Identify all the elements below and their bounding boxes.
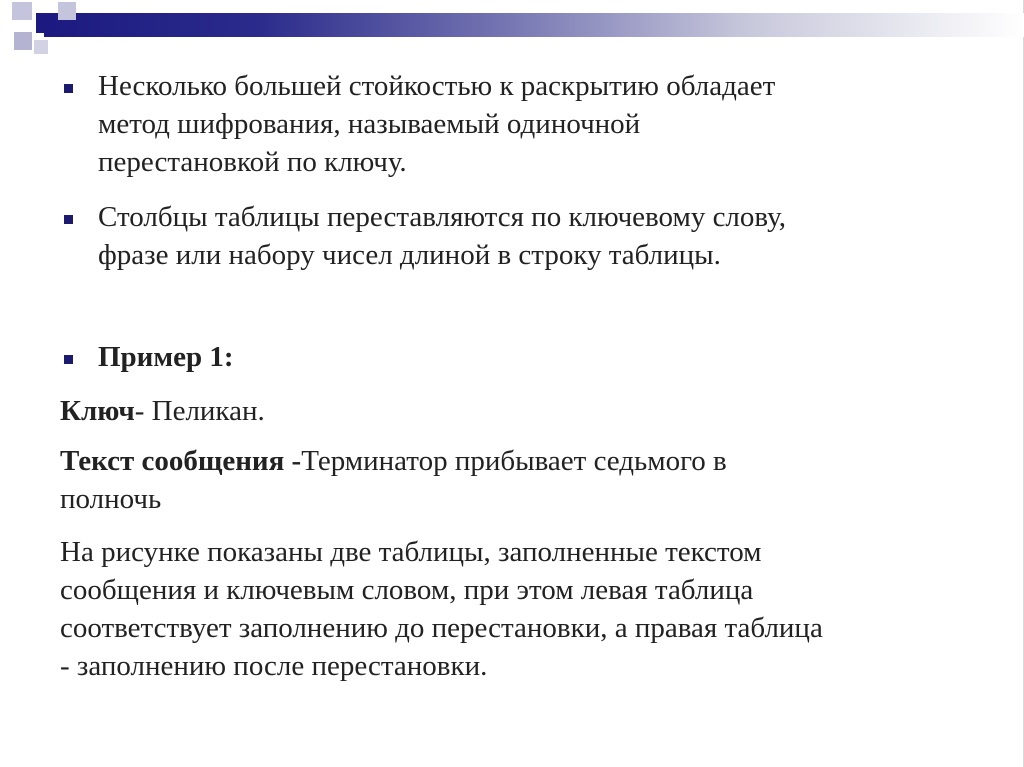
bullet-1-text xyxy=(98,67,775,181)
message-text xyxy=(60,442,727,518)
deco-square-light-4 xyxy=(34,40,48,54)
message-line-2: полночь xyxy=(60,483,162,515)
deco-square-light-3 xyxy=(14,32,32,50)
description-line-2: сообщения и ключевым словом, при этом левая таблица xyxy=(60,574,754,606)
key-line xyxy=(60,392,265,430)
description-line-1: На рисунке показаны две таблицы, заполненные текстом xyxy=(60,536,762,568)
example-heading: Пример 1: xyxy=(98,341,234,373)
message-value: Терминатор прибывает седьмого в xyxy=(301,445,727,477)
key-label: Ключ xyxy=(60,395,135,427)
deco-square-dark-1 xyxy=(36,13,56,33)
bullet-square-icon xyxy=(64,215,73,224)
bullet-2-text xyxy=(98,198,786,274)
header-band xyxy=(44,13,1024,37)
bullet-square-icon xyxy=(64,84,73,93)
description-paragraph xyxy=(60,533,823,685)
message-line-1 xyxy=(60,442,727,480)
deco-square-light-2 xyxy=(58,2,76,20)
bullet-1-line-1: Несколько большей стойкостью к раскрытию обладает xyxy=(98,70,776,102)
bullet-square-icon xyxy=(64,355,73,364)
bullet-1-line-3: перестановкой по ключу. xyxy=(98,146,407,178)
description-line-4: - заполнению после перестановки. xyxy=(60,650,488,682)
deco-square-light-1 xyxy=(12,2,32,20)
bullet-1-line-2: метод шифрования, называемый одиночной xyxy=(98,108,641,140)
key-value: - Пеликан. xyxy=(134,395,265,427)
bullet-2-line-1: Столбцы таблицы переставляются по ключевому слову, xyxy=(98,201,786,233)
bullet-2-line-2: фразе или набору чисел длиной в строку таблицы. xyxy=(98,239,721,271)
message-label: Текст сообщения - xyxy=(60,445,302,477)
description-line-3: соответствует заполнению до перестановки, а правая таблица xyxy=(60,612,823,644)
